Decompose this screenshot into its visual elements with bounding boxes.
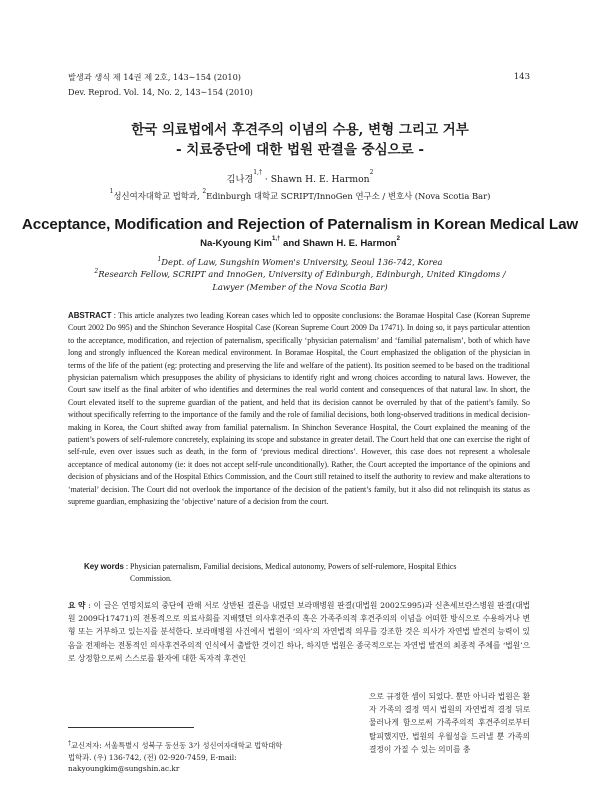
english-author1-marks: 1,† [272,236,281,242]
korean-author2-mark: 2 [369,169,374,176]
korean-abstract-right-column: 으로 규정한 셈이 되었다. 뿐만 아니라 법원은 환자 가족의 결정 역시 법원의 자연법적 결정 뒤로 물러나게 함으로써 가족주의적 후견주의로부터 탈피했지만, 법원의 우월성을 드러낼 뿐 가족의 결정이 가질 수 있는 의미를 충 [369,692,530,754]
english-author-and: and Shawn H. E. Harmon [280,238,397,249]
footnote-text: 교신저자: 서울특별시 성북구 동선동 3가 성신여자대학교 법학대학 법학과. (우) 136-742, (전) 02-920-7459, E-mail: nakyoungkim@sungshin.ac.kr [68,741,283,774]
journal-header-ko: 발생과 생식 제 14권 제 2호, 143∼154 (2010) [68,72,241,82]
korean-aff2: Edinburgh 대학교 SCRIPT/InnoGen 연구소 / 변호사 (Nova Scotia Bar) [206,191,491,201]
korean-abstract-label: 요 약 [68,601,86,610]
english-aff2-line1: Research Fellow, SCRIPT and InnoGen, University of Edinburgh, Edinburgh, United Kingdoms / [98,269,506,279]
page-number: 143 [513,72,530,82]
footnote-rule [68,727,194,728]
english-author1: Na-Kyoung Kim [200,238,273,249]
korean-abstract-paragraph [68,599,530,665]
keywords-label: Key words [84,562,124,571]
corresponding-author-footnote [68,740,288,775]
korean-abstract-text: : 이 글은 연명치료의 중단에 관해 서로 상반된 결론을 내렸던 보라매병원 판결(대법원 2002도995)과 신촌세브란스병원 판결(대법원 2009다17471)의 전통적으로 의료사회를 지배했던 의사후견주의 혹은 가족주의적 후견주의의 이념을 어떠한 방식으로 수용하거나 변형 또는 거부하고 있는지를 분석한다. 보라매병원 사건에서 법원이 ‘의사’의 자연법적 의무를 강조한 것은 의사가 자연법 발견의 능력이 있음을 전제하는 전통적인 의사후견주의적 인식에서 출발한 것이긴 하나, 하지만 법원은 종국적으로는 자연법 발견의 최종적 주체를 ‘법원’으로 상정함으로써 스스로를 환자에 대한 독자적 후견인 [68,601,530,663]
journal-header-en: Dev. Reprod. Vol. 14, No. 2, 143∼154 (2010) [68,87,253,97]
abstract-paragraph [68,310,530,509]
korean-aff1: 성신여자대학교 법학과, [113,191,203,201]
abstract-text: : This article analyzes two leading Korean cases which led to opposite conclusions: the Boramae Hospital Case (Korean Supreme Court 2002 Do 995) and the Shinchon Severance Hospital Case (Korean Supreme Court 2009 Da 17471). In doing so, it pays particular attention to the acceptance, modification, and rejection of paternalism, specifically ‘physician paternalism’ and ‘familial paternalism’, both of which have long and strongly influenced the Korean medical environment. In Boramae Hospital, the Court emphasized the obligation of the physician in terms of the life of the patient (eg: protecting and preserving the life and welfare of the patient). Its position seemed to be based on the traditional physician paternalism which presupposes the ability of physicians to identify right and wrong choices according to natural laws. However, the Court saw itself as the final arbiter of who identifies and determines the real world content and consequences of that natural law. In short, the Court elevated itself to the supreme guardian of the patient, and held that its decision cannot be overruled by that of the patient’s family. So without specifically referring to the importance of the family and the role of familial decisions, both long-observed traditions in medical decision-making in Korea, the Court shifted away from familial paternalism. In Shinchon Severance Hospital, the Court explained the meaning of the patient’s powers of self-rulemore concretely, explaining its scope and substance in greater detail. The Court held that one can exercise the right of self-rule, even over issues such as death, in the form of ‘previous medical directions’. However, this case does not represent a wholesale acceptance of medical autonomy (ie: it does not accept self-rule unconditionally). Rather, the Court accepted the importance of the opinions and decision of physicians and of the Hospital Ethics Commission, and the Court still retained to itself the authority to review and make alterations to ‘material’ decision. The Court did not overlook the importance of the decision of the patient’s family, but it also did not relinquish its status as supreme guardian, emphasizing the ‘objective’ nature of a decision from the court. [68,311,530,507]
english-aff2-mark: 2 [94,268,99,275]
keywords-line2: Commission. [130,574,172,584]
english-authors [0,238,600,249]
korean-author-separator: · Shawn H. E. Harmon [261,174,370,185]
korean-title-line2: - 치료중단에 대한 법원 판결을 중심으로 - [175,142,425,158]
english-affiliation1 [0,256,600,269]
footnote-mark: † [68,740,71,747]
korean-affiliations [0,190,600,202]
abstract-label: ABSTRACT [68,311,112,320]
korean-aff1-mark: 1 [109,188,114,195]
english-aff1-mark: 1 [157,256,162,263]
keywords [84,561,530,586]
english-aff1: Dept. of Law, Sungshin Women's University, Seoul 136-742, Korea [161,257,443,267]
korean-title-line1: 한국 의료법에서 후견주의 이념의 수용, 변형 그리고 거부 [131,122,469,138]
korean-aff2-mark: 2 [202,188,207,195]
english-author2-mark: 2 [396,236,400,242]
english-title: Acceptance, Modification and Rejection of Paternalism in Korean Medical Law [21,216,579,233]
korean-author1: 김나경 [226,174,254,185]
english-affiliation2-line2: Lawyer (Member of the Nova Scotia Bar) [212,282,388,292]
keywords-line1: : Physician paternalism, Familial decisions, Medical autonomy, Powers of self-rulemore, Hospital Ethics [123,562,457,571]
english-affiliation2-line1 [0,268,600,281]
korean-authors [0,171,600,185]
korean-author1-marks: 1,† [253,169,262,176]
